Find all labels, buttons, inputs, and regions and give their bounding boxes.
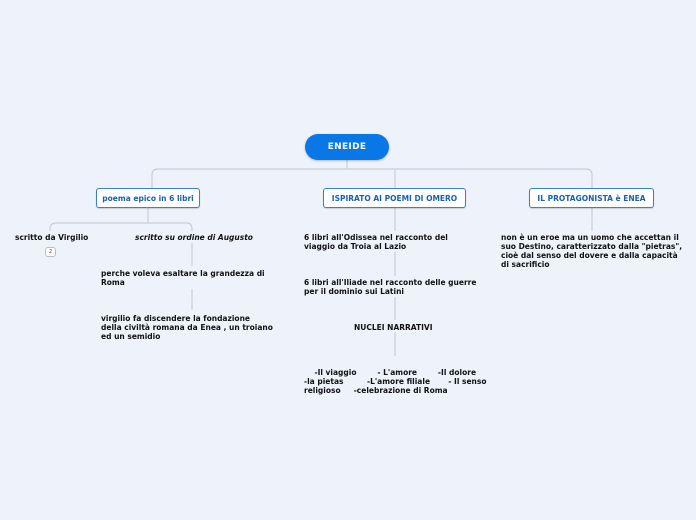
node-odissea[interactable]	[304, 233, 480, 251]
node-label: 6 libri all'Iliade nel racconto delle guerre per il dominio sui Latini	[304, 278, 477, 296]
node-fondazione-civilta[interactable]	[101, 314, 273, 341]
node-label: -Il viaggio - L'amore -Il dolore -la pietas -L'amore filiale - Il senso religioso -celebrazione di Roma	[304, 368, 503, 395]
node-label: non è un eroe ma un uomo che accettan il suo Destino, caratterizzato dalla "pietras", cioè dal senso del dovere e dalla capacità di sacrificio	[501, 233, 683, 269]
node-esaltare-roma[interactable]	[101, 269, 269, 287]
node-temi-narrativi[interactable]	[304, 359, 503, 404]
node-label: NUCLEI NARRATIVI	[354, 323, 433, 332]
node-label: 6 libri all'Odissea nel racconto del viaggio da Troia al Lazio	[304, 233, 448, 251]
node-scritto-su-ordine-augusto[interactable]	[135, 233, 260, 242]
node-label: scritto su ordine di Augusto	[135, 233, 253, 242]
node-nuclei-narrativi[interactable]	[354, 323, 454, 332]
branch-label: poema epico in 6 libri	[102, 193, 194, 203]
node-eroe-uomo[interactable]	[501, 233, 687, 269]
root-label: ENEIDE	[327, 142, 367, 152]
node-label: perche voleva esaltare la grandezza di Roma	[101, 269, 265, 287]
connector-root-bar	[152, 169, 592, 188]
node-scritto-da-virgilio[interactable]	[15, 233, 95, 242]
collapsed-children-badge[interactable]	[45, 247, 56, 257]
branch-ispirato-omero[interactable]	[323, 188, 466, 208]
branch-label: IL PROTAGONISTA è ENEA	[537, 193, 646, 203]
badge-count: 2	[48, 249, 53, 255]
branch-poema-epico[interactable]	[96, 188, 200, 208]
branch-label: ISPIRATO AI POEMI DI OMERO	[331, 193, 458, 203]
branch-protagonista-enea[interactable]	[529, 188, 654, 208]
connector-b1-bar	[50, 223, 192, 231]
root-node-eneide[interactable]	[305, 134, 389, 160]
node-iliade[interactable]	[304, 278, 480, 296]
node-label: virgilio fa discendere la fondazione della civiltà romana da Enea , un troiano ed un semidio	[101, 314, 273, 341]
node-label: scritto da Virgilio	[15, 233, 89, 242]
